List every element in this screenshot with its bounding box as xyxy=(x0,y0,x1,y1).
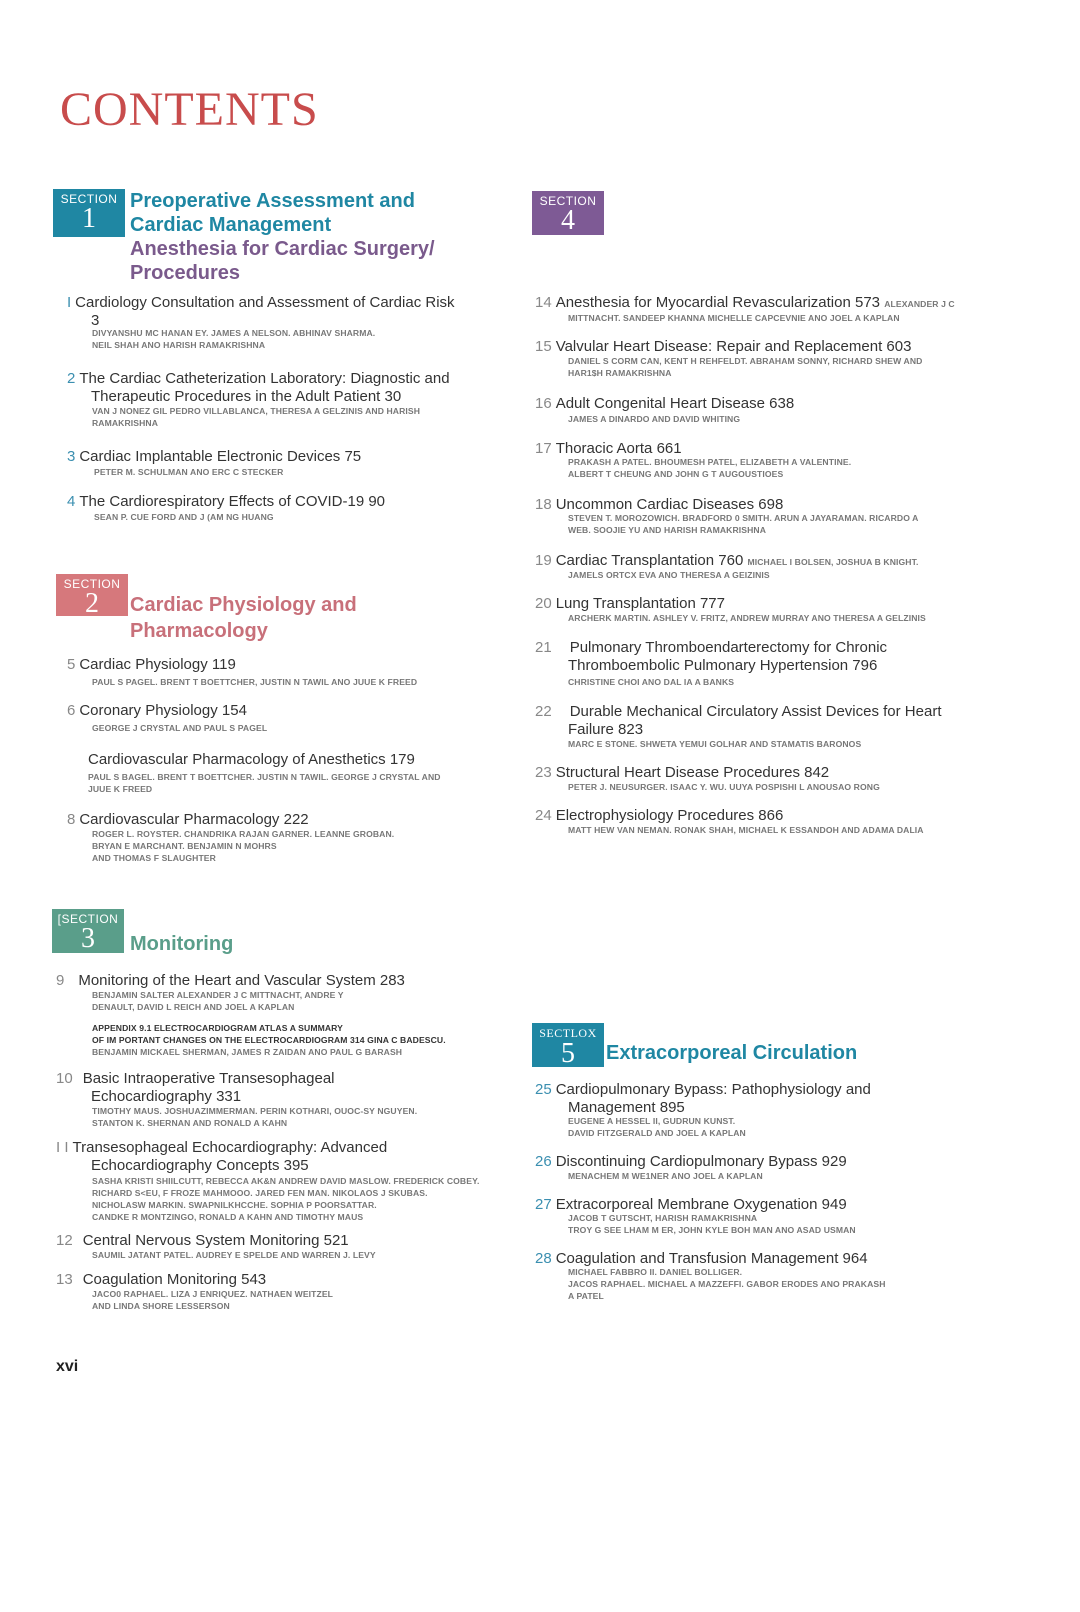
chapter-entry[interactable] xyxy=(535,395,794,413)
title-line: Monitoring xyxy=(130,933,234,955)
title-line: Pharmacology xyxy=(130,620,268,642)
chapter-title: Transesophageal Echocardiography: Advanced xyxy=(72,1139,388,1156)
appendix-entry[interactable]: APPENDIX 9.1 ELECTROCARDIOGRAM ATLAS A SUMMARY OF IM PORTANT CHANGES ON THE ELECTROCARDIOGRAM 314 GINA C BADESCU. BENJAMIN MICKAEL SHERMAN, JAMES R ZAIDAN ANO PAUL G BARASH xyxy=(92,1023,446,1057)
section-label: SECTLOX xyxy=(539,1026,597,1040)
chapter-authors: ROGER L. ROYSTER. CHANDRIKA RAJAN GARNER. LEANNE GROBAN. BRYAN E MARCHANT. BENJAMIN N MOHRS AND THOMAS F SLAUGHTER xyxy=(92,829,395,863)
chapter-title: The Cardiorespiratory Effects of COVID-19 90 xyxy=(79,493,386,510)
chapter-authors: PRAKASH A PATEL. BHOUMESH PATEL, ELIZABETH A VALENTINE. ALBERT T CHEUNG AND JOHN G T AUGOUSTIOES xyxy=(568,457,852,479)
chapter-authors: MICHAEL FABBRO II. DANIEL BOLLIGER. JACOS RAPHAEL. MICHAEL A MAZZEFFI. GABOR ERODES ANO PRAKASH A PATEL xyxy=(568,1267,886,1301)
chapter-number: 23 xyxy=(535,764,552,781)
chapter-number: 27 xyxy=(535,1196,552,1213)
chapter-entry[interactable] xyxy=(535,807,783,825)
chapter-entry[interactable] xyxy=(535,1153,847,1171)
title-line: Preoperative Assessment and xyxy=(130,190,415,212)
section-number: 1 xyxy=(82,203,96,234)
section-1-badge xyxy=(53,189,125,237)
chapter-authors: DIVYANSHU MC HANAN EY. JAMES A NELSON. ABHINAV SHARMA. NEIL SHAH ANO HARISH RAMAKRISHNA xyxy=(92,328,376,350)
chapter-number: 6 xyxy=(67,702,76,719)
chapter-number: 17 xyxy=(535,440,552,457)
section-4-badge xyxy=(532,191,604,235)
chapter-title: Cardiovascular Pharmacology 222 xyxy=(79,811,309,828)
chapter-authors: MITTNACHT. SANDEEP KHANNA MICHELLE CAPCEVNIE ANO JOEL A KAPLAN xyxy=(568,313,900,323)
section-number: 3 xyxy=(81,923,95,954)
section-label: SECTION xyxy=(63,577,121,591)
section-label: [SECTION xyxy=(57,912,119,926)
chapter-entry[interactable] xyxy=(535,595,725,613)
chapter-title: Coronary Physiology 154 xyxy=(79,702,247,719)
chapter-number: 13 xyxy=(56,1271,73,1288)
chapter-entry[interactable] xyxy=(67,294,487,330)
chapter-authors: MARC E STONE. SHWETA YEMUI GOLHAR AND STAMATIS BARONOS xyxy=(568,739,862,749)
chapter-entry[interactable] xyxy=(535,639,887,675)
section-5-title xyxy=(606,1041,857,1065)
chapter-entry[interactable] xyxy=(67,811,309,829)
section-number: 4 xyxy=(561,205,575,236)
section-number: 2 xyxy=(85,588,99,619)
chapter-number: 28 xyxy=(535,1250,552,1267)
chapter-number: 9 xyxy=(56,972,65,989)
chapter-title: Anesthesia for Myocardial Revascularization 573 xyxy=(555,294,881,311)
chapter-entry[interactable] xyxy=(56,1139,387,1175)
title-line: Cardiac Management xyxy=(130,214,332,236)
chapter-title: Central Nervous System Monitoring 521 xyxy=(82,1232,349,1249)
chapter-title: Failure 823 xyxy=(568,721,644,738)
chapter-number: 12 xyxy=(56,1232,73,1249)
chapter-number: 25 xyxy=(535,1081,552,1098)
chapter-authors: PETER M. SCHULMAN ANO ERC C STECKER xyxy=(94,467,284,477)
chapter-authors: PAUL S BAGEL. BRENT T BOETTCHER. JUSTIN N TAWIL. GEORGE J CRYSTAL AND JUUE K FREED xyxy=(88,772,441,794)
chapter-authors: EUGENE A HESSEL II, GUDRUN KUNST. DAVID FITZGERALD AND JOEL A KAPLAN xyxy=(568,1116,746,1138)
chapter-title: Durable Mechanical Circulatory Assist Devices for Heart xyxy=(569,703,942,720)
chapter-entry[interactable] xyxy=(535,1081,871,1117)
section-5-badge xyxy=(532,1023,604,1067)
chapter-authors: ARCHERK MARTIN. ASHLEY V. FRITZ, ANDREW MURRAY ANO THERESA A GELZINIS xyxy=(568,613,926,623)
chapter-title: 3 xyxy=(91,312,100,329)
chapter-authors: CHRISTINE CHOI ANO DAL IA A BANKS xyxy=(568,677,735,687)
chapter-title: Coagulation and Transfusion Management 964 xyxy=(555,1250,868,1267)
subtitle-line: Anesthesia for Cardiac Surgery/ xyxy=(130,238,435,260)
chapter-authors: JAMELS ORTCX EVA ANO THERESA A GEIZINIS xyxy=(568,570,770,580)
chapter-title: Thoracic Aorta 661 xyxy=(555,440,682,457)
chapter-number: 5 xyxy=(67,656,76,673)
chapter-title: Echocardiography 331 xyxy=(91,1088,242,1105)
chapter-entry[interactable] xyxy=(67,448,361,466)
chapter-title: The Cardiac Catheterization Laboratory: Diagnostic and xyxy=(79,370,450,387)
title-line: Extracorporeal Circulation xyxy=(606,1042,858,1064)
chapter-entry[interactable] xyxy=(67,656,236,674)
section-2-title xyxy=(130,592,357,644)
chapter-entry[interactable] xyxy=(67,493,385,511)
chapter-authors: JAMES A DINARDO AND DAVID WHITING xyxy=(568,414,741,424)
section-1-title xyxy=(130,189,435,285)
chapter-number: 22 xyxy=(535,703,552,720)
chapter-title: Therapeutic Procedures in the Adult Patient 30 xyxy=(91,388,402,405)
chapter-number: 8 xyxy=(67,811,76,828)
chapter-title: Coagulation Monitoring 543 xyxy=(82,1271,267,1288)
chapter-number: 24 xyxy=(535,807,552,824)
chapter-number: 18 xyxy=(535,496,552,513)
chapter-title: Echocardiography Concepts 395 xyxy=(91,1157,309,1174)
chapter-title: Discontinuing Cardiopulmonary Bypass 929 xyxy=(555,1153,847,1170)
chapter-authors: TIMOTHY MAUS. JOSHUAZIMMERMAN. PERIN KOTHARI, OUOC-SY NGUYEN. STANTON K. SHERNAN AND RONALD A KAHN xyxy=(92,1106,418,1128)
section-number: 5 xyxy=(561,1038,575,1069)
chapter-authors: JACOB T GUTSCHT, HARISH RAMAKRISHNA TROY G SEE LHAM M ER, JOHN KYLE BOH MAN ANO ASAD USMAN xyxy=(568,1213,856,1235)
section-3-badge xyxy=(52,909,124,953)
chapter-title: Structural Heart Disease Procedures 842 xyxy=(555,764,830,781)
chapter-authors: MENACHEM M WE1NER ANO JOEL A KAPLAN xyxy=(568,1171,763,1181)
subtitle-line: Procedures xyxy=(130,262,241,284)
section-label: SECTION xyxy=(60,192,118,206)
chapter-authors: GEORGE J CRYSTAL AND PAUL S PAGEL xyxy=(92,723,268,733)
chapter-title: Cardiac Physiology 119 xyxy=(79,656,236,673)
chapter-entry[interactable] xyxy=(56,972,405,990)
chapter-authors: STEVEN T. MOROZOWICH. BRADFORD 0 SMITH. ARUN A JAYARAMAN. RICARDO A WEB. SOOJIE YU AND HARISH RAMAKRISHNA xyxy=(568,513,919,535)
chapter-title: Basic Intraoperative Transesophageal xyxy=(82,1070,335,1087)
page-title: CONTENTS xyxy=(60,83,319,136)
chapter-number: 20 xyxy=(535,595,552,612)
chapter-title: Lung Transplantation 777 xyxy=(555,595,725,612)
chapter-title: Cardiopulmonary Bypass: Pathophysiology and xyxy=(555,1081,871,1098)
section-3-title xyxy=(130,932,233,956)
chapter-title: Management 895 xyxy=(568,1099,685,1116)
chapter-entry[interactable] xyxy=(535,552,1075,570)
chapter-title: Cardiac Implantable Electronic Devices 75 xyxy=(79,448,362,465)
chapter-number: 4 xyxy=(67,493,76,510)
chapter-entry[interactable] xyxy=(535,338,911,356)
chapter-title: Electrophysiology Procedures 866 xyxy=(555,807,784,824)
chapter-authors: PAUL S PAGEL. BRENT T BOETTCHER, JUSTIN N TAWIL ANO JUUE K FREED xyxy=(92,677,418,687)
chapter-number: 26 xyxy=(535,1153,552,1170)
chapter-title: Extracorporeal Membrane Oxygenation 949 xyxy=(555,1196,847,1213)
chapter-title: Cardiac Transplantation 760 xyxy=(555,552,744,569)
section-2-badge xyxy=(56,574,128,619)
chapter-number: 2 xyxy=(67,370,76,387)
chapter-title: Valvular Heart Disease: Repair and Replacement 603 xyxy=(555,338,912,355)
chapter-authors: VAN J NONEZ GIL PEDRO VILLABLANCA, THERESA A GELZINIS AND HARISH RAMAKRISHNA xyxy=(92,406,421,428)
chapter-title: Monitoring of the Heart and Vascular System 283 xyxy=(78,972,405,989)
chapter-authors: MICHAEL I BOLSEN, JOSHUA B KNIGHT. xyxy=(747,557,919,567)
chapter-title: Pulmonary Thromboendarterectomy for Chronic xyxy=(569,639,888,656)
chapter-number: 3 xyxy=(67,448,76,465)
page-number: xvi xyxy=(56,1358,79,1375)
section-label: SECTION xyxy=(539,194,597,208)
chapter-entry[interactable] xyxy=(67,702,247,720)
chapter-title: Thromboembolic Pulmonary Hypertension 796 xyxy=(568,657,878,674)
chapter-number: 21 xyxy=(535,639,552,656)
chapter-authors: SEAN P. CUE FORD AND J (AM NG HUANG xyxy=(94,512,274,522)
title-line: Cardiac Physiology and xyxy=(130,594,357,616)
chapter-entry[interactable] xyxy=(535,703,942,739)
chapter-authors: ALEXANDER J C xyxy=(884,299,955,309)
chapter-title: Uncommon Cardiac Diseases 698 xyxy=(555,496,784,513)
chapter-number: 14 xyxy=(535,294,552,311)
chapter-entry[interactable] xyxy=(535,764,829,782)
chapter-number: I I xyxy=(56,1139,69,1156)
chapter-authors: DANIEL S CORM CAN, KENT H REHFELDT. ABRAHAM SONNY, RICHARD SHEW AND HAR1$H RAMAKRISHNA xyxy=(568,356,923,378)
chapter-authors: JACO0 RAPHAEL. LIZA J ENRIQUEZ. NATHAEN WEITZEL AND LINDA SHORE LESSERSON xyxy=(92,1289,334,1311)
chapter-number: 10 xyxy=(56,1070,73,1087)
chapter-number: 15 xyxy=(535,338,552,355)
chapter-authors: PETER J. NEUSURGER. ISAAC Y. WU. UUYA POSPISHI L ANOUSAO RONG xyxy=(568,782,880,792)
chapter-entry[interactable] xyxy=(67,370,487,406)
chapter-entry[interactable] xyxy=(56,1271,266,1289)
chapter-entry[interactable] xyxy=(56,1232,349,1250)
chapter-authors: SASHA KRISTI SHIILCUTT, REBECCA AK&N ANDREW DAVID MASLOW. FREDERICK COBEY. RICHARD S<EU, F FROZE MAHMOOO. JARED FEN MAN. NIKOLAOS J SKUBAS. NICHOLASW MARKIN. SWAPNILKHCCHE. SOPHIA P POORSATTAR. CANDKE R MONTZINGO, RONALD A KAHN AND TIMOTHY MAUS xyxy=(92,1176,480,1222)
chapter-authors: MATT HEW VAN NEMAN. RONAK SHAH, MICHAEL K ESSANDOH AND ADAMA DALIA xyxy=(568,825,924,835)
chapter-number: 16 xyxy=(535,395,552,412)
chapter-authors: SAUMIL JATANT PATEL. AUDREY E SPELDE AND WARREN J. LEVY xyxy=(92,1250,376,1260)
chapter-title: Cardiovascular Pharmacology of Anesthetics 179 xyxy=(88,751,415,768)
chapter-entry[interactable] xyxy=(88,751,415,769)
chapter-entry[interactable] xyxy=(535,294,1075,312)
chapter-title: Cardiology Consultation and Assessment of Cardiac Risk xyxy=(75,294,455,311)
chapter-title: Adult Congenital Heart Disease 638 xyxy=(555,395,795,412)
chapter-authors: BENJAMIN SALTER ALEXANDER J C MITTNACHT, ANDRE Y DENAULT, DAVID L REICH AND JOEL A KAPLAN xyxy=(92,990,344,1012)
chapter-number: I xyxy=(67,294,72,311)
chapter-entry[interactable] xyxy=(56,1070,335,1106)
chapter-number: 19 xyxy=(535,552,552,569)
